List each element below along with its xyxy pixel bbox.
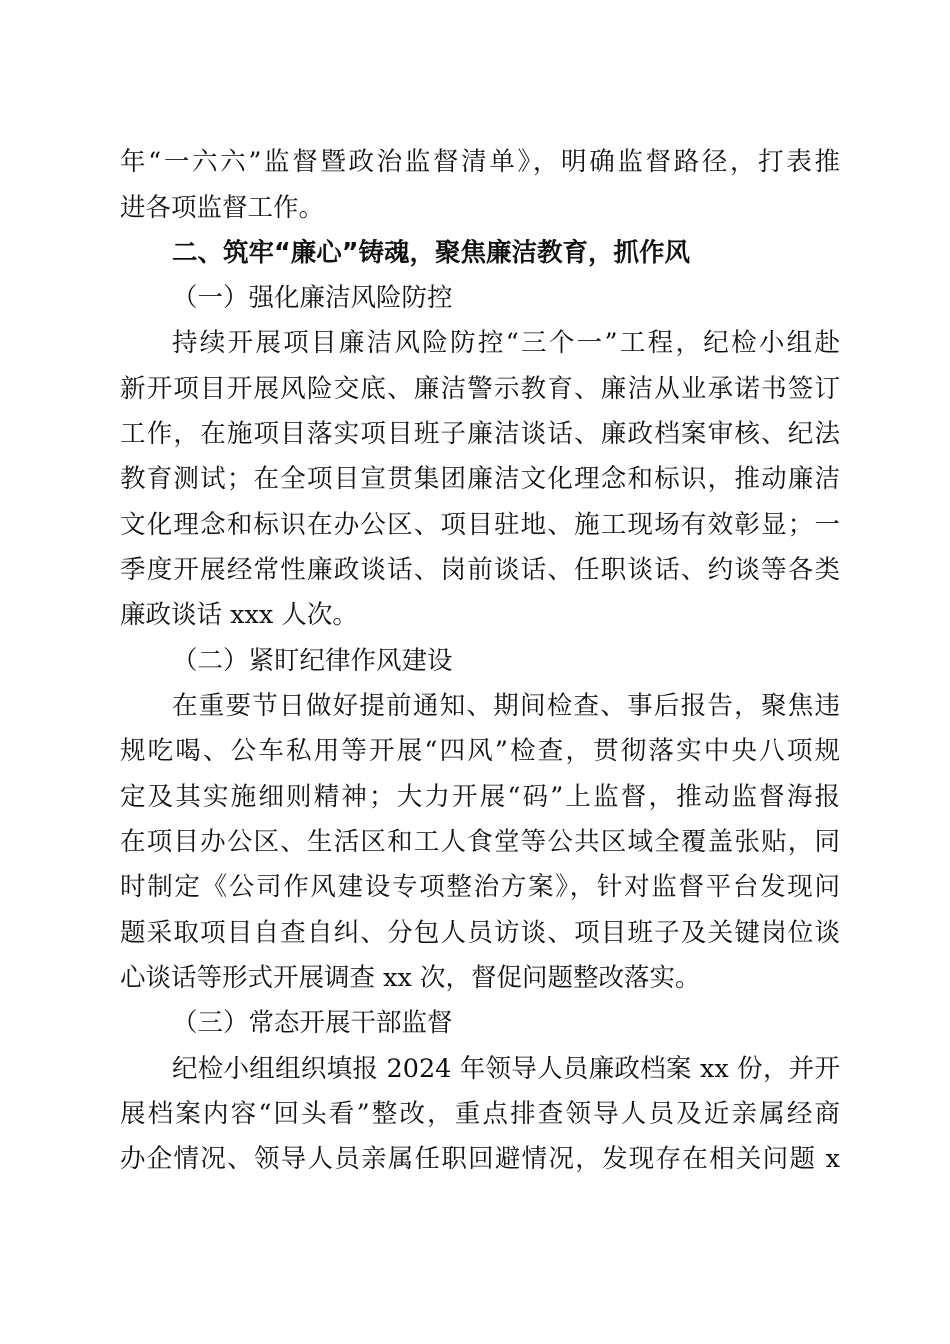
paragraph-2-line: 廉政谈话 xxx 人次。 <box>120 600 358 630</box>
paragraph-3-line: 规吃喝、公车私用等开展“四风”检查，贯彻落实中央八项规 <box>120 736 840 766</box>
paragraph-2-line: 文化理念和标识在办公区、项目驻地、施工现场有效彰显；一 <box>120 510 840 540</box>
paragraph-2-line: 季度开展经常性廉政谈话、岗前谈话、任职谈话、约谈等各类 <box>120 555 840 585</box>
paragraph-4-line: 纪检小组组织填报 2024 年领导人员廉政档案 xx 份，并开 <box>172 1054 840 1084</box>
paragraph-1-line-2: 进各项监督工作。 <box>120 193 325 223</box>
paragraph-2-line: 持续开展项目廉洁风险防控“三个一”工程，纪检小组赴 <box>172 328 840 358</box>
paragraph-2-line: 教育测试；在全项目宣贯集团廉洁文化理念和标识，推动廉洁 <box>120 464 840 494</box>
section-2-heading: 二、筑牢“廉心”铸魂，聚焦廉洁教育，抓作风 <box>172 238 691 268</box>
paragraph-3-line: 题采取项目自查自纠、分包人员访谈、项目班子及关键岗位谈 <box>120 918 840 948</box>
paragraph-3-line: 时制定《公司作风建设专项整治方案》，针对监督平台发现问 <box>120 872 840 902</box>
paragraph-3-line: 在项目办公区、生活区和工人食堂等公共区域全覆盖张贴，同 <box>120 827 840 857</box>
paragraph-3-line: 心谈话等形式开展调查 xx 次，督促问题整改落实。 <box>120 963 701 993</box>
paragraph-4-line: 办企情况、领导人员亲属任职回避情况，发现存在相关问题 x <box>120 1144 840 1174</box>
paragraph-1-line-1: 年“一六六”监督暨政治监督清单》，明确监督路径，打表推 <box>120 147 840 177</box>
paragraph-4-line: 展档案内容“回头看”整改，重点排查领导人员及近亲属经商 <box>120 1099 840 1129</box>
paragraph-2-line: 工作，在施项目落实项目班子廉洁谈话、廉政档案审核、纪法 <box>120 419 840 449</box>
paragraph-3-line: 定及其实施细则精神；大力开展“码”上监督，推动监督海报 <box>120 782 840 812</box>
subsection-1-heading: （一）强化廉洁风险防控 <box>172 283 453 313</box>
paragraph-2-line: 新开项目开展风险交底、廉洁警示教育、廉洁从业承诺书签订 <box>120 374 840 404</box>
paragraph-3-line: 在重要节日做好提前通知、期间检查、事后报告，聚焦违 <box>172 691 840 721</box>
subsection-3-heading: （三）常态开展干部监督 <box>172 1008 453 1038</box>
subsection-2-heading: （二）紧盯纪律作风建设 <box>172 646 453 676</box>
